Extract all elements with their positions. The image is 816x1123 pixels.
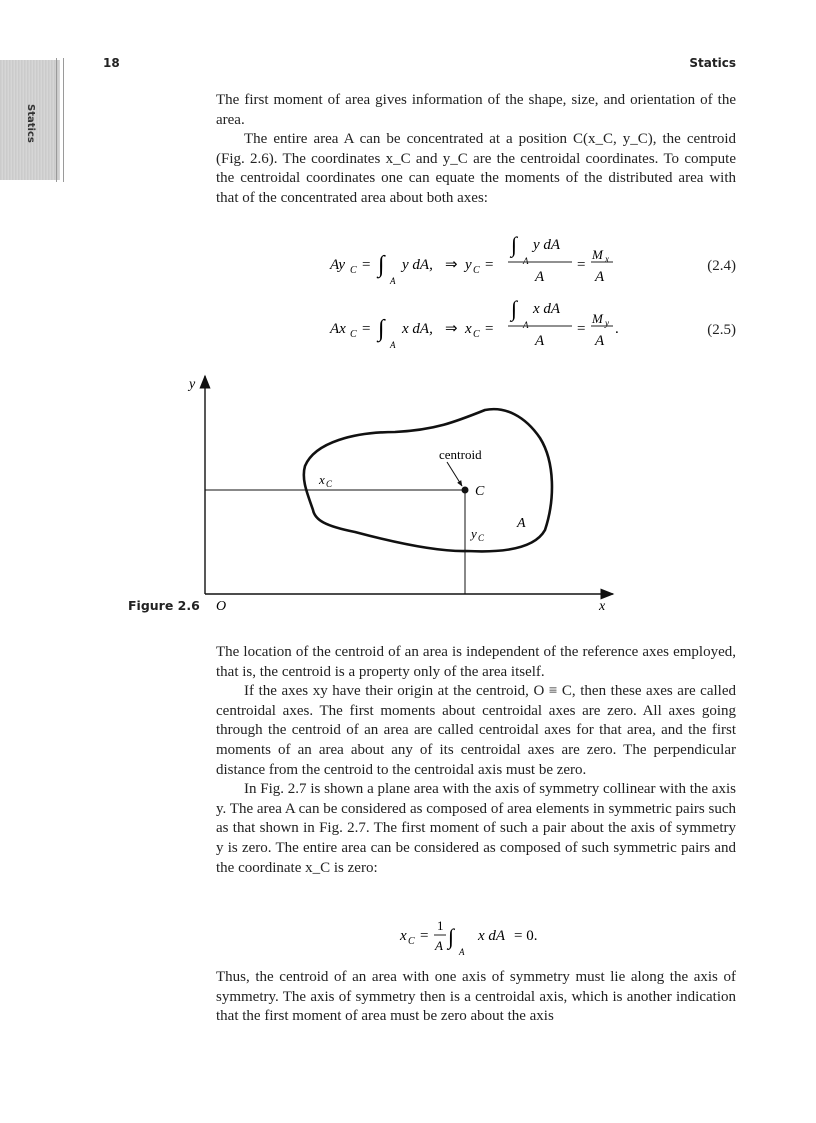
area-outline <box>304 409 552 551</box>
label-area: A <box>517 516 526 531</box>
svg-text:A: A <box>535 269 545 285</box>
svg-text:A: A <box>390 276 396 286</box>
svg-text:1: 1 <box>437 918 444 933</box>
svg-text:∫: ∫ <box>511 296 518 321</box>
label-centroid: centroid <box>439 447 482 462</box>
figure-caption: Figure 2.6 <box>128 598 200 613</box>
svg-text:=: = <box>362 257 371 273</box>
label-x-axis: x <box>599 599 606 614</box>
label-y-axis: y <box>189 377 196 392</box>
svg-text:=: = <box>485 257 494 273</box>
svg-text:Ax: Ax <box>330 321 346 337</box>
svg-text:y: y <box>471 526 477 541</box>
paragraph-2: The entire area A can be concentrated at a position C(x_C, y_C), the centroid (Fig. 2.6). The coordinates x_C and y_C are the centroidal coordinates. To compute the centroidal coordinates one can equate the moments of the distributed area with that of the concentrated area about both axes: <box>216 131 736 206</box>
svg-text:A: A <box>390 340 396 350</box>
svg-text:=: = <box>577 257 586 273</box>
text-block-middle <box>216 643 736 878</box>
side-tab-label: Statics <box>25 104 36 143</box>
paragraph-1: The first moment of area gives information of the shape, size, and orientation of the area. <box>216 92 736 128</box>
svg-text:∫: ∫ <box>511 232 518 257</box>
label-yc <box>469 526 485 543</box>
svg-text:y: y <box>465 257 472 273</box>
figure-2-6 <box>189 370 625 620</box>
centroid-point <box>462 487 469 494</box>
svg-text:y dA: y dA <box>533 237 561 253</box>
eq-2-5-svg <box>330 292 630 356</box>
text-block-top <box>216 91 736 209</box>
svg-text:= 0.: = 0. <box>514 928 538 944</box>
text-block-bottom <box>216 968 736 1027</box>
svg-text:∫: ∫ <box>448 924 455 949</box>
svg-text:⇒: ⇒ <box>445 257 458 273</box>
svg-text:y: y <box>605 318 609 328</box>
svg-text:A: A <box>535 333 545 349</box>
svg-text:x: x <box>465 321 472 337</box>
paragraph-6: Thus, the centroid of an area with one axis of symmetry must lie along the axis of symmetry. The axis of symmetry then is a centroidal axis, which is another indication that the first moment of area must be zero about the axis <box>216 969 736 1025</box>
centroid-leader <box>447 462 462 486</box>
eq-2-5-number: (2.5) <box>707 322 736 338</box>
svg-text:Ay: Ay <box>330 257 345 273</box>
eq-2-4-number: (2.4) <box>707 258 736 274</box>
svg-text:∫: ∫ <box>378 252 385 278</box>
svg-text:C: C <box>473 329 480 340</box>
svg-text:C: C <box>408 936 415 947</box>
paragraph-4: If the axes xy have their origin at the centroid, O ≡ C, then these axes are called centroidal axes. The first moments about centroidal axes are zero. All axes going through the centroid of an area are called centroidal axes for that area, and the first moments of an area about any of its centroidal axes are zero. The perpendicular distance from the centroid to the centroidal axis must be zero. <box>216 683 736 778</box>
svg-text:C: C <box>350 329 357 340</box>
svg-text:A: A <box>459 947 465 957</box>
svg-text:A: A <box>435 938 443 953</box>
side-tab-border <box>56 58 64 182</box>
eq-xc-zero-svg <box>400 912 600 962</box>
svg-text:x: x <box>605 254 609 264</box>
svg-text:C: C <box>473 265 480 276</box>
eq-2-4-svg <box>330 228 630 292</box>
svg-text:⇒: ⇒ <box>445 321 458 337</box>
svg-text:y dA,: y dA, <box>402 257 433 273</box>
svg-text:x dA: x dA <box>533 301 561 317</box>
svg-text:C: C <box>350 265 357 276</box>
svg-text:=: = <box>362 321 371 337</box>
svg-text:x: x <box>319 472 325 487</box>
svg-text:x dA,: x dA, <box>402 321 433 337</box>
running-title: Statics <box>689 56 736 70</box>
label-origin: O <box>216 599 227 614</box>
svg-text:C: C <box>478 533 485 543</box>
page-number: 18 <box>103 56 120 70</box>
svg-text:=: = <box>420 928 429 944</box>
svg-text:.: . <box>615 321 619 337</box>
svg-text:∫: ∫ <box>378 316 385 342</box>
svg-text:=: = <box>485 321 494 337</box>
svg-text:A: A <box>523 320 529 330</box>
svg-text:A: A <box>595 333 605 349</box>
paragraph-5: In Fig. 2.7 is shown a plane area with the axis of symmetry collinear with the axis y. The area A can be considered as composed of area elements in symmetric pairs such as that shown in Fig. 2.7. The first moment of such a pair about the axis of symmetry y is zero. The entire area can be considered as composed of such symmetric pairs and the coordinate x_C is zero: <box>216 781 736 876</box>
svg-text:x dA: x dA <box>478 928 506 944</box>
svg-text:=: = <box>577 321 586 337</box>
svg-text:C: C <box>326 479 333 489</box>
svg-text:M: M <box>592 247 603 262</box>
svg-text:A: A <box>595 269 605 285</box>
label-xc <box>318 472 333 489</box>
paragraph-3: The location of the centroid of an area is independent of the reference axes employed, that is, the centroid is a property only of the area itself. <box>216 644 736 680</box>
label-point-c: C <box>475 484 485 499</box>
svg-text:x: x <box>400 928 407 944</box>
svg-text:M: M <box>592 311 603 326</box>
svg-text:A: A <box>523 256 529 266</box>
